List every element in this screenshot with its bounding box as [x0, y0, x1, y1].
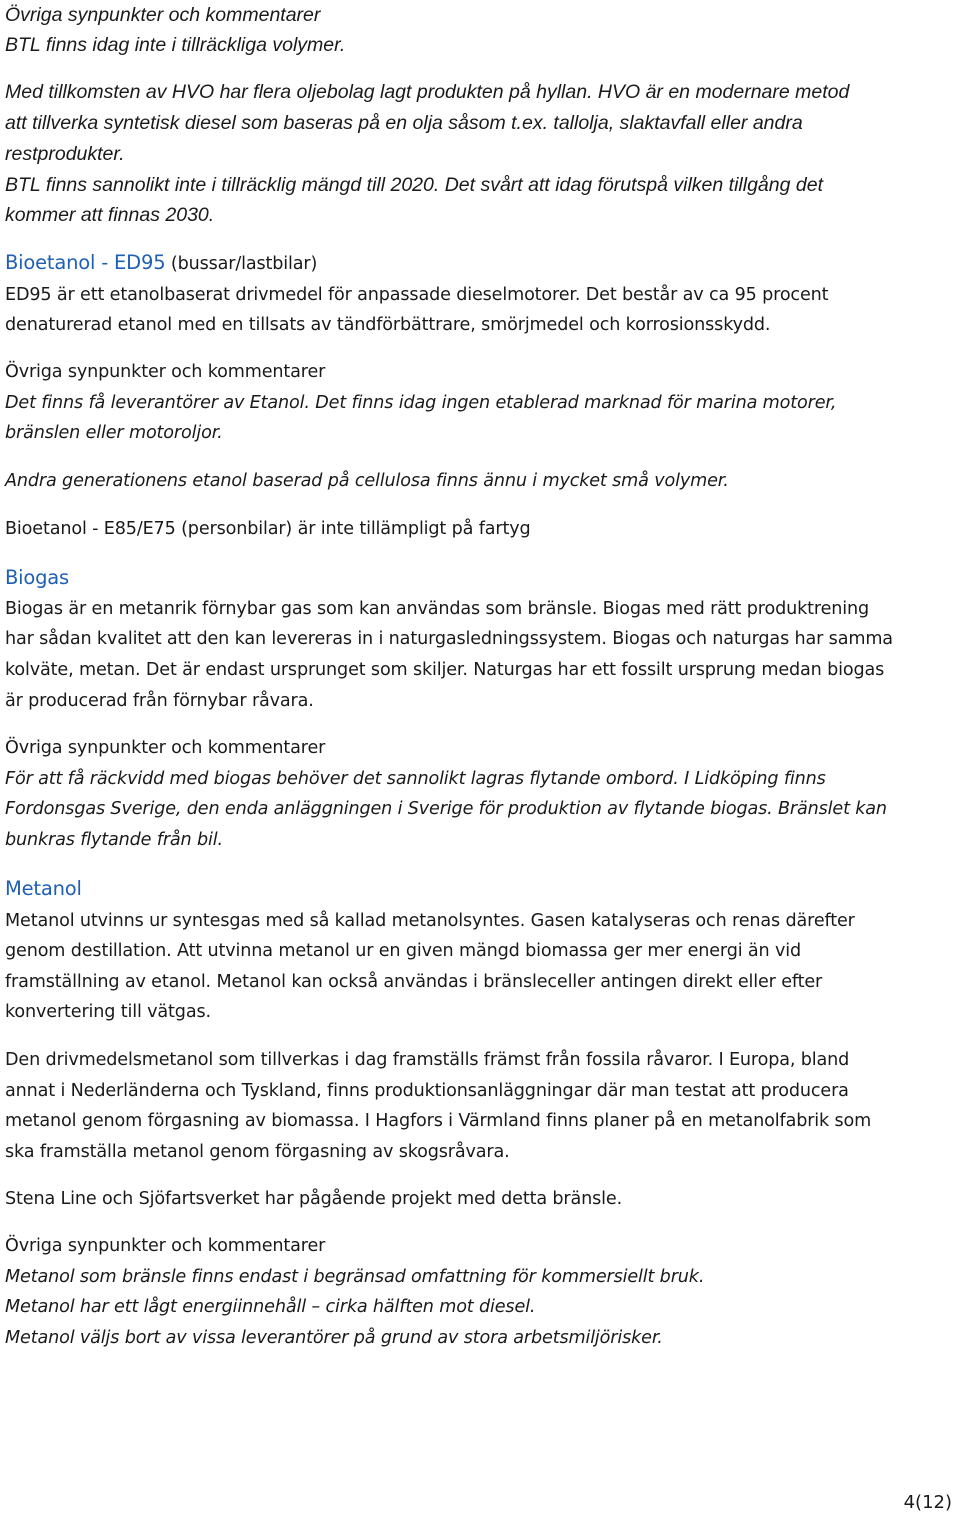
body-text: Stena Line och Sjöfartsverket har pågående projekt med detta bränsle.	[5, 1189, 623, 1209]
body-text: Biogas är en metanrik förnybar gas som kan användas som bränsle. Biogas med rätt produktrening	[5, 599, 870, 619]
body-text: denaturerad etanol med en tillsats av tändförbättrare, smörjmedel och korrosionsskydd.	[5, 315, 771, 335]
body-text: kolväte, metan. Det är endast ursprunget som skiljer. Naturgas har ett fossilt ursprung medan biogas	[5, 660, 885, 680]
comment-text: BTL finns idag inte i tillräckliga volymer.	[5, 34, 346, 56]
comment-text: Med tillkomsten av HVO har flera oljebolag lagt produkten på hyllan. HVO är en modernare metod	[5, 81, 850, 103]
body-text: annat i Nederländerna och Tyskland, finns produktionsanläggningar där man testat att producera	[5, 1081, 849, 1101]
section-subtitle: (bussar/lastbilar)	[165, 254, 318, 274]
comments-heading: Övriga synpunkter och kommentarer	[5, 738, 326, 758]
comments-heading: Övriga synpunkter och kommentarer	[5, 362, 326, 382]
comment-text: BTL finns sannolikt inte i tillräcklig mängd till 2020. Det svårt att idag förutspå vilken tillgång det	[5, 174, 823, 196]
comment-text: kommer att finnas 2030.	[5, 204, 215, 226]
body-text: ska framställa metanol genom förgasning av skogsråvara.	[5, 1142, 510, 1162]
body-text: är producerad från förnybar råvara.	[5, 691, 314, 711]
comment-text: För att få räckvidd med biogas behöver det sannolikt lagras flytande ombord. I Lidköping finns	[5, 769, 826, 789]
comments-heading: Övriga synpunkter och kommentarer	[5, 1236, 326, 1256]
comment-text: Andra generationens etanol baserad på cellulosa finns ännu i mycket små volymer.	[5, 471, 729, 491]
body-text: Den drivmedelsmetanol som tillverkas i dag framställs främst från fossila råvaror. I Europa, bland	[5, 1050, 850, 1070]
comment-text: att tillverka syntetisk diesel som baseras på en olja såsom t.ex. tallolja, slaktavfall eller andra	[5, 112, 803, 134]
section-heading-metanol: Metanol	[5, 877, 82, 900]
body-text: ED95 är ett etanolbaserat drivmedel för anpassade dieselmotorer. Det består av ca 95 procent	[5, 285, 829, 305]
body-text: genom destillation. Att utvinna metanol ur en given mängd biomassa ger mer energi än vid	[5, 941, 802, 961]
section-title: Bioetanol - ED95	[5, 251, 166, 274]
body-text: Metanol utvinns ur syntesgas med så kallad metanolsyntes. Gasen katalyseras och renas därefter	[5, 911, 855, 931]
body-text: metanol genom förgasning av biomassa. I Hagfors i Värmland finns planer på en metanolfabrik som	[5, 1111, 872, 1131]
section-heading-biogas: Biogas	[5, 566, 70, 589]
body-text: framställning av etanol. Metanol kan också användas i bränsleceller antingen direkt eller efter	[5, 972, 823, 992]
comment-text: Det finns få leverantörer av Etanol. Det finns idag ingen etablerad marknad för marina motorer,	[5, 393, 837, 413]
body-text: har sådan kvalitet att den kan levereras in i naturgasledningssystem. Biogas och naturgas har samma	[5, 629, 893, 649]
body-text: konvertering till vätgas.	[5, 1002, 211, 1022]
comment-text: Metanol som bränsle finns endast i begränsad omfattning för kommersiellt bruk.	[5, 1267, 705, 1287]
comment-text: Fordonsgas Sverige, den enda anläggningen i Sverige för produktion av flytande biogas. Bränslet kan	[5, 799, 887, 819]
section-heading-ed95	[5, 248, 317, 279]
comment-text: Metanol har ett lågt energiinnehåll – cirka hälften mot diesel.	[5, 1297, 536, 1317]
comment-text: bränslen eller motoroljor.	[5, 423, 223, 443]
comment-text: restprodukter.	[5, 143, 125, 165]
comments-heading: Övriga synpunkter och kommentarer	[5, 4, 321, 26]
body-text: Bioetanol - E85/E75 (personbilar) är inte tillämpligt på fartyg	[5, 519, 531, 539]
page-number: 4(12)	[903, 1492, 952, 1513]
comment-text: Metanol väljs bort av vissa leverantörer på grund av stora arbetsmiljörisker.	[5, 1328, 663, 1348]
comment-text: bunkras flytande från bil.	[5, 830, 223, 850]
